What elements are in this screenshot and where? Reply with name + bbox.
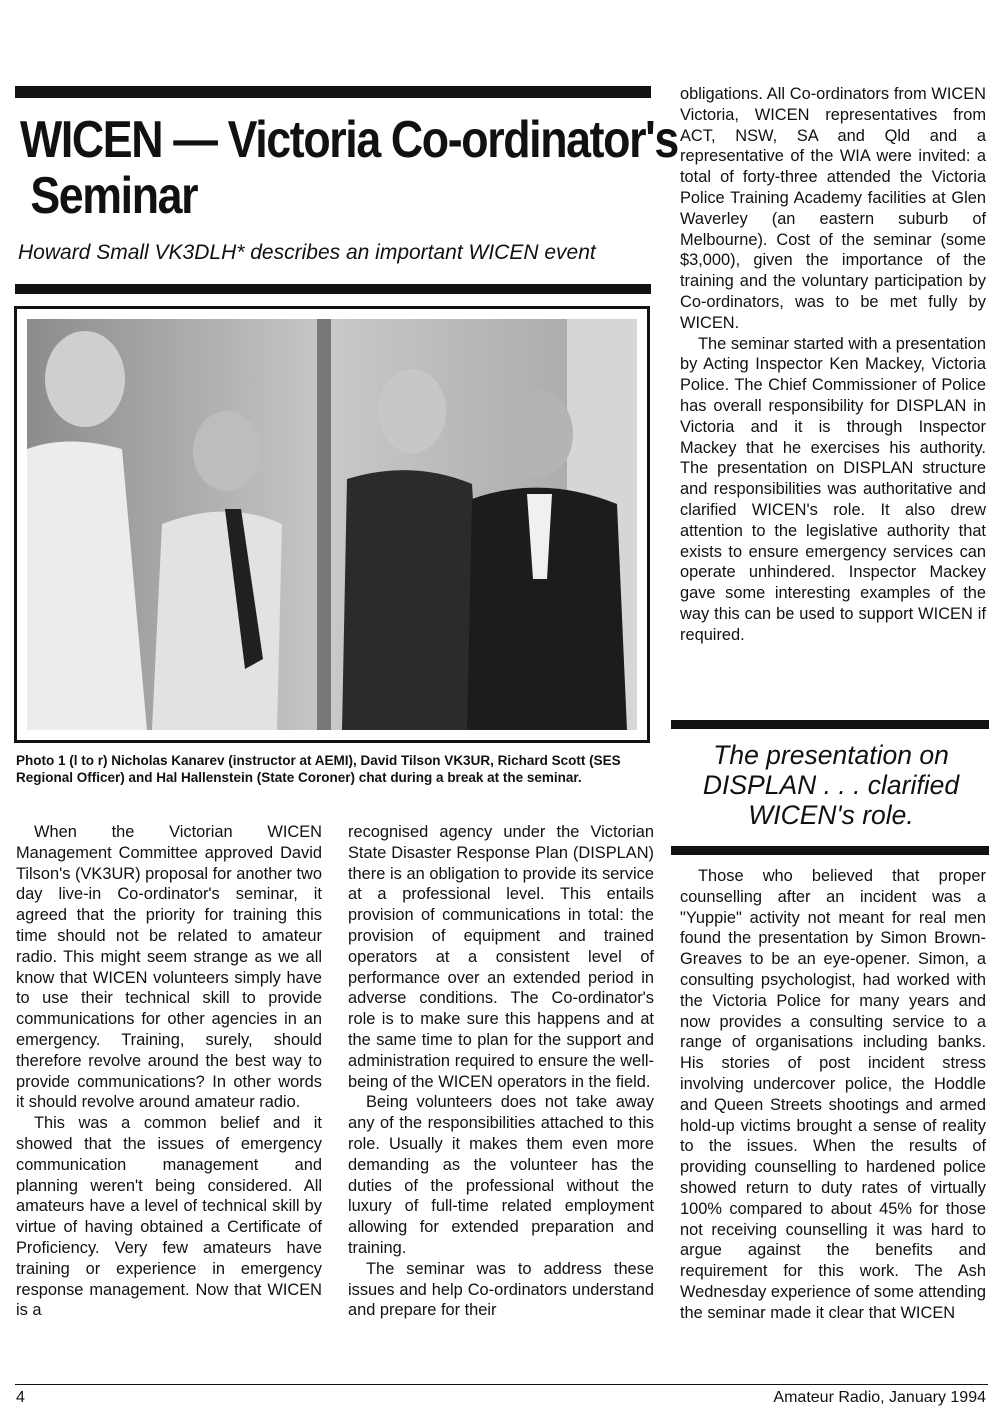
paragraph: recognised agency under the Victorian State Disaster Response Plan (DISPLAN) there is an obligation to provide its service at a professional level. This entails provision of communications in total: the provision of equipment and trained operators at a consistent level of performance over an extended period in adverse conditions. The Co-ordinator's role is to make sure this happens and at the same time to plan for the support and administration required to ensure the well-being of the WICEN operators in the field. bbox=[348, 823, 654, 1091]
photo-caption: Photo 1 (l to r) Nicholas Kanarev (instructor at AEMI), David Tilson VK3UR, Richard Scott (SES Regional Officer) and Hal Hallenstein (State Coroner) chat during a break at the seminar. bbox=[16, 753, 621, 786]
paragraph: The seminar was to address these issues and help Co-ordinators understand and prepare for their bbox=[348, 1259, 654, 1320]
paragraph: When the Victorian WICEN Management Committee approved David Tilson's (VK3UR) proposal for another two day live-in Co-ordinator's seminar, it agreed that the priority for training this time should not be related to amateur radio. This might seem strange as we all know that WICEN volunteers simply have to use their technical skill to provide communications for other agencies in an emergency. Training, surely, should therefore revolve around the best way to provide communications? In other words it should revolve around amateur radio. bbox=[16, 823, 322, 1112]
subtitle-rule bbox=[15, 284, 651, 294]
title-line-2: Seminar bbox=[30, 167, 198, 225]
column-3-top bbox=[680, 84, 986, 646]
column-1 bbox=[16, 822, 322, 1321]
photo-frame bbox=[14, 306, 650, 743]
footer-rule bbox=[15, 1384, 988, 1385]
column-3-bottom bbox=[680, 866, 986, 1324]
pullquote-bottom-rule bbox=[671, 846, 989, 855]
paragraph: The seminar started with a presentation by Acting Inspector Ken Mackey, Victoria Police. The Chief Commissioner of Police has overall responsibility for DISPLAN in Victoria and it is through Inspector Mackey that he exercises his authority. The presentation on DISPLAN structure and responsibilities was authoritative and clarified WICEN's role. It also drew attention to the legislative authority that exists to ensure emergency services can operate unhindered. Inspector Mackey gave some interesting examples of the way this can be used to support WICEN if required. bbox=[680, 334, 986, 644]
column-2 bbox=[348, 822, 654, 1321]
paragraph: obligations. All Co-ordinators from WICEN Victoria, WICEN representatives from ACT, NSW, SA and Qld and a representative of the WIA were invited: a total of forty-three attended the Victoria Police Training Academy facilities at Glen Waverley (an eastern suburb of Melbourne). Cost of the seminar (some $3,000), given the importance of the training and the voluntary participation by Co-ordinators, was to be met fully by WICEN. bbox=[680, 85, 986, 332]
paragraph: This was a common belief and it showed that the issues of emergency communication management and planning weren't being considered. All amateurs have a level of technical skill by virtue of having obtained a Certificate of Proficiency. Very few amateurs have training or experience in emergency response management. Now that WICEN is a bbox=[16, 1114, 322, 1320]
pullquote-top-rule bbox=[671, 720, 989, 729]
paragraph: Being volunteers does not take away any of the responsibilities attached to this role. Usually it makes them even more demanding as the volunteer has the duties of the professional without the luxury of full-time related employment allowing for extended preparation and training. bbox=[348, 1093, 654, 1257]
photo-illustration bbox=[27, 319, 637, 730]
top-rule bbox=[15, 86, 651, 98]
article-subtitle: Howard Small VK3DLH* describes an important WICEN event bbox=[18, 241, 596, 264]
seminar-photo bbox=[27, 319, 637, 730]
title-line-1: WICEN — Victoria Co-ordinator's bbox=[20, 111, 678, 169]
paragraph: Those who believed that proper counselling after an incident was a "Yuppie" activity not meant for real men found the presentation by Simon Brown-Greaves to be an eye-opener. Simon, a consulting psychologist, had worked with the Victoria Police for many years and now provides a consulting service to a range of organisations including banks. His stories of post incident stress involving undercover police, the Hoddle and Queen Streets shootings and armed hold-up victims brought a sense of reality to the issues. When the results of providing counselling to hardened police showed return to duty rates of virtually 100% compared to about 45% for those not receiving counselling it was hard to argue against the benefits and requirement for this work. The Ash Wednesday experience of some attending the seminar made it clear that WICEN bbox=[680, 867, 986, 1322]
page-number: 4 bbox=[16, 1389, 25, 1406]
pull-quote: The presentation on DISPLAN . . . clarified WICEN's role. bbox=[702, 740, 960, 830]
article-title bbox=[20, 111, 678, 225]
publication-footer: Amateur Radio, January 1994 bbox=[773, 1389, 986, 1406]
